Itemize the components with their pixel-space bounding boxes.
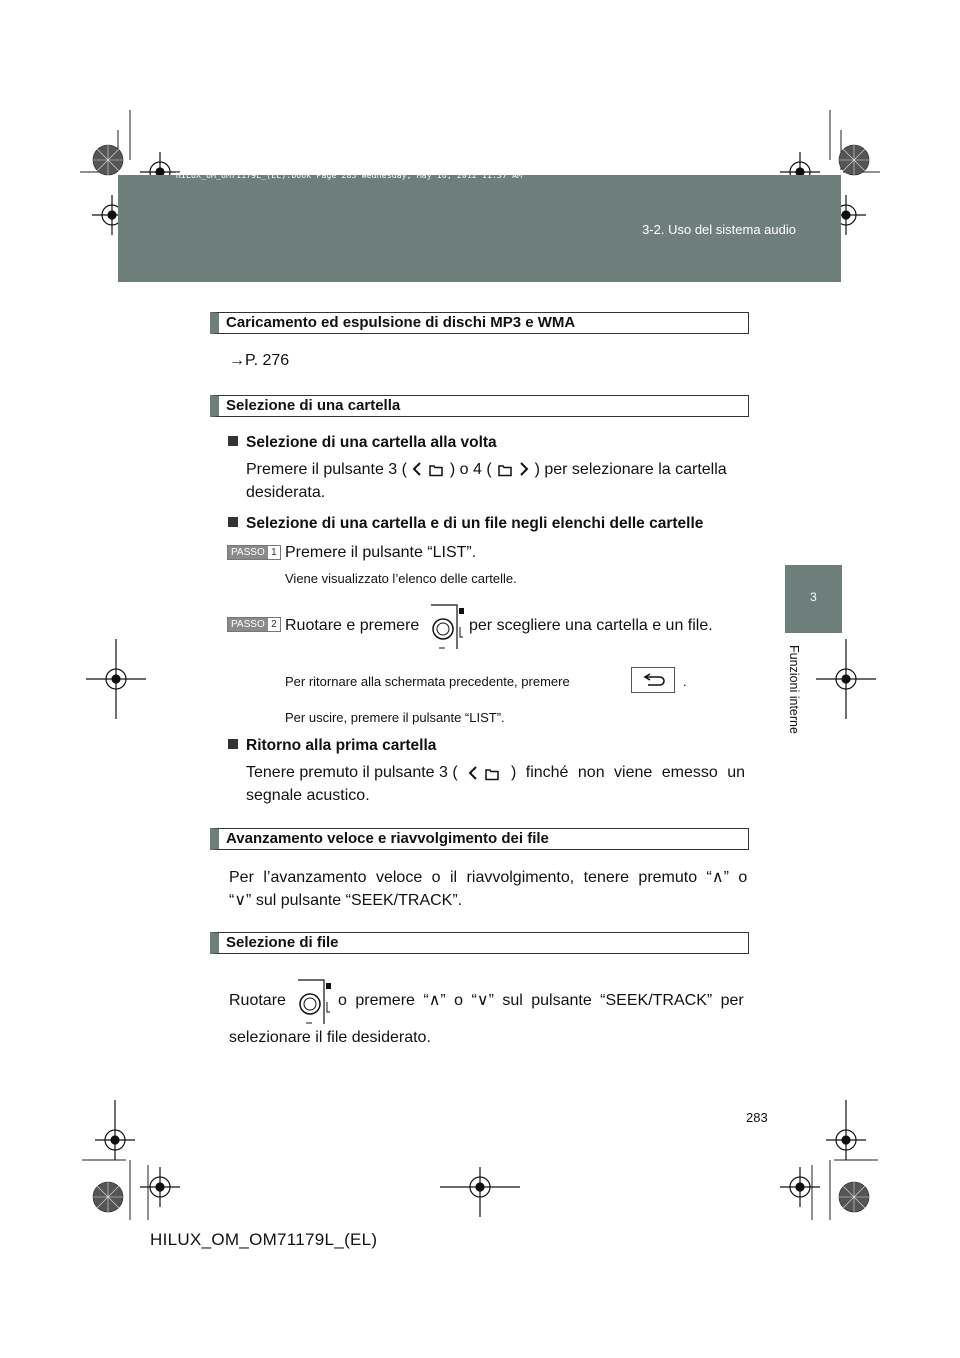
step1-text: Premere il pulsante “LIST”.: [285, 544, 477, 561]
chevron-left-folder-icon: [411, 461, 445, 477]
step-badge-1: [227, 545, 281, 560]
file-text-a: Ruotare: [229, 992, 286, 1009]
step-badge-2: [227, 617, 281, 632]
chapter-number: 3: [810, 590, 817, 604]
print-file-line: HILUX_OM_OM71179L_(EL).book Page 283 Wednesday, May 16, 2012 11:37 AM: [176, 171, 523, 180]
first-folder-line1: [246, 761, 745, 785]
chapter-title: Funzioni interne: [787, 645, 801, 734]
step2-note2: Per uscire, premere il pulsante “LIST”.: [285, 710, 505, 725]
section-label: 3-2. Uso del sistema audio: [642, 222, 796, 237]
single-folder-line1: [246, 458, 727, 482]
subheading-text: Selezione di una cartella e di un file negli elenchi delle cartelle: [246, 515, 704, 532]
tune-select-knob-icon: [296, 978, 332, 1026]
chevron-left-folder-icon: [467, 765, 501, 781]
step2-text-a: Ruotare e premere: [285, 617, 420, 634]
step-label: PASSO: [228, 546, 268, 559]
section-title-folder: Selezione di una cartella: [210, 395, 749, 417]
right-arrow-icon: →: [229, 352, 245, 369]
text-part: Premere il pulsante 3 (: [246, 461, 407, 478]
text-part: ) finché non viene emesso un: [510, 764, 745, 781]
section-title-loading: Caricamento ed espulsione di dischi MP3 e WMA: [210, 312, 749, 334]
step-label: PASSO: [228, 618, 268, 631]
back-return-icon: [631, 667, 675, 693]
tune-select-knob-icon: [429, 603, 465, 651]
step-number: 1: [271, 547, 277, 558]
page-number: 283: [746, 1110, 768, 1125]
first-folder-line2: segnale acustico.: [246, 787, 370, 804]
section-title-file: Selezione di file: [210, 932, 749, 954]
bullet-square-icon: [228, 436, 238, 446]
step2-note1: Per ritornare alla schermata precedente, premere: [285, 674, 570, 689]
single-folder-line2: desiderata.: [246, 484, 326, 501]
file-text-c: selezionare il file desiderato.: [229, 1029, 431, 1046]
step1-note: Viene visualizzato l’elenco delle cartelle.: [285, 571, 517, 586]
ffrew-line2: “∨” sul pulsante “SEEK/TRACK”.: [229, 892, 463, 909]
folder-chevron-right-icon: [496, 461, 530, 477]
subheading-folder-list: [228, 515, 703, 533]
footer-code: HILUX_OM_OM71179L_(EL): [150, 1230, 378, 1249]
bullet-square-icon: [228, 517, 238, 527]
section-title-ffrew: Avanzamento veloce e riavvolgimento dei file: [210, 828, 749, 850]
step-number: 2: [271, 619, 277, 630]
bullet-square-icon: [228, 739, 238, 749]
text-part: ) per selezionare la cartella: [534, 461, 727, 478]
step2-text-b: per scegliere una cartella e un file.: [469, 617, 713, 634]
file-text-b: o premere “∧” o “∨” sul pulsante “SEEK/TRACK” per: [338, 992, 744, 1009]
subheading-text: Ritorno alla prima cartella: [246, 737, 437, 754]
step2-note1-end: .: [683, 674, 687, 689]
text-part: Tenere premuto il pulsante 3 (: [246, 764, 458, 781]
page-reference: [229, 349, 289, 373]
ffrew-line1: Per l’avanzamento veloce o il riavvolgimento, tenere premuto “∧” o: [229, 869, 748, 886]
subheading-single-folder: [228, 434, 497, 452]
subheading-text: Selezione di una cartella alla volta: [246, 434, 497, 451]
reference-text: P. 276: [245, 352, 290, 369]
text-part: ) o 4 (: [449, 461, 492, 478]
subheading-first-folder: [228, 737, 436, 755]
